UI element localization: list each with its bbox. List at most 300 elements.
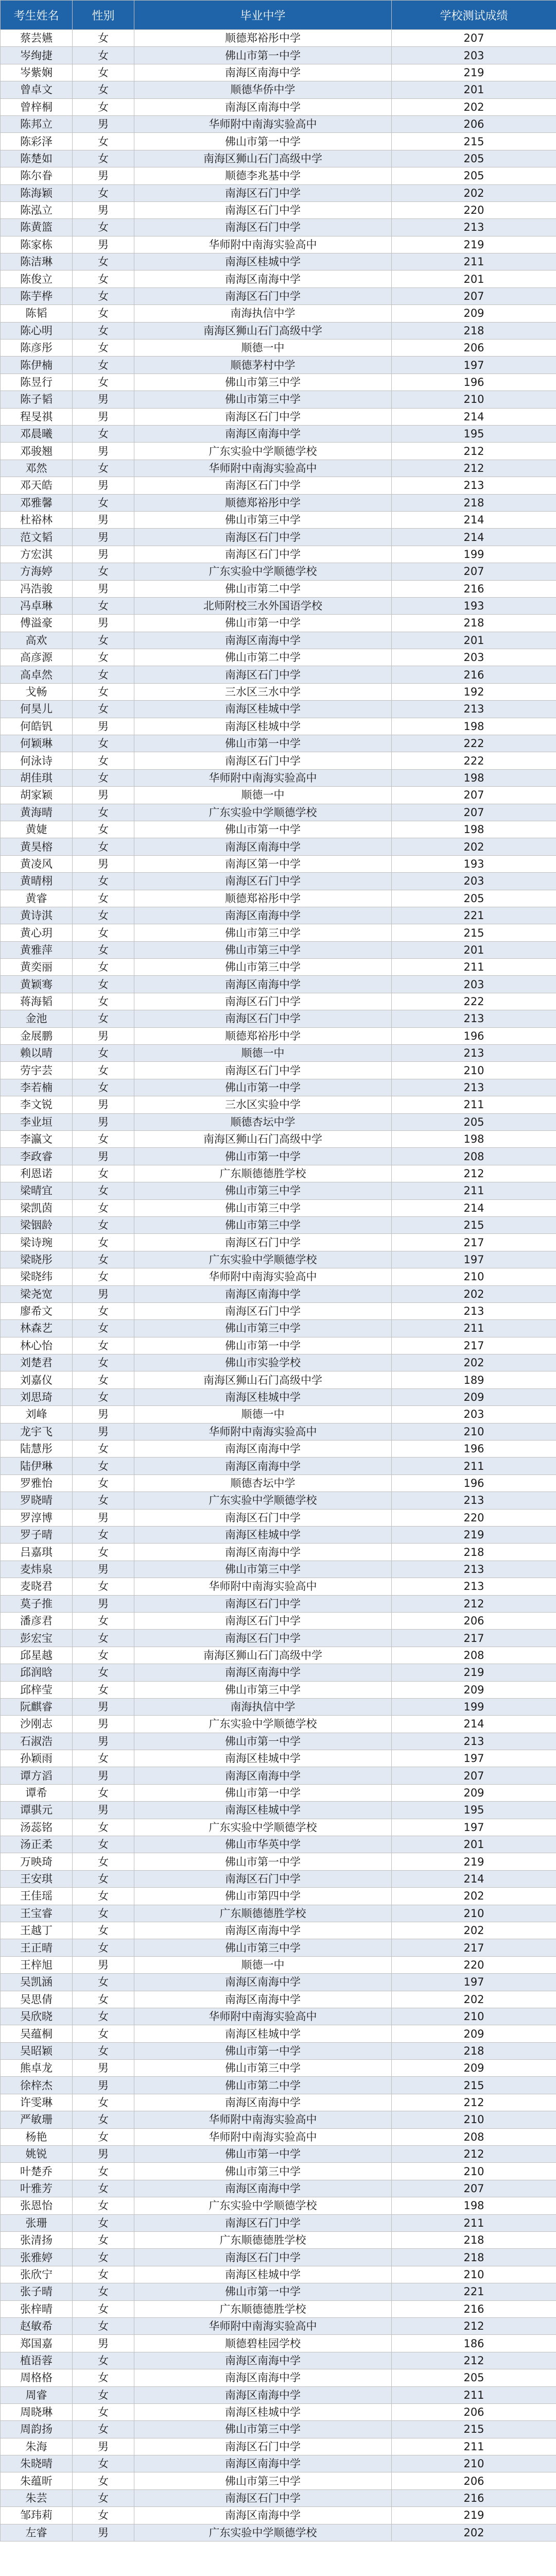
score-cell: 206 <box>392 115 556 132</box>
table-row <box>1 1630 556 1647</box>
gender-cell: 男 <box>73 1595 134 1612</box>
school-cell: 南海区石门中学 <box>134 993 392 1010</box>
school-cell: 佛山市第一中学 <box>134 615 392 632</box>
gender-cell: 女 <box>73 683 134 700</box>
gender-cell: 男 <box>73 115 134 132</box>
score-cell: 214 <box>392 529 556 546</box>
student-name-cell: 陈俊立 <box>1 270 73 287</box>
gender-cell: 女 <box>73 838 134 855</box>
gender-cell: 女 <box>73 769 134 786</box>
gender-cell: 女 <box>73 219 134 236</box>
school-cell: 三水区实验中学 <box>134 1096 392 1113</box>
score-cell: 212 <box>392 2146 556 2163</box>
score-cell: 217 <box>392 1234 556 1251</box>
score-cell: 215 <box>392 133 556 150</box>
table-row <box>1 907 556 924</box>
table-row <box>1 1079 556 1096</box>
table-row <box>1 1458 556 1475</box>
table-row <box>1 683 556 700</box>
gender-cell: 女 <box>73 1268 134 1285</box>
student-name-cell: 莫子推 <box>1 1595 73 1612</box>
gender-cell: 女 <box>73 649 134 666</box>
school-cell: 南海区狮山石门高级中学 <box>134 1647 392 1664</box>
student-name-cell: 高卓然 <box>1 666 73 683</box>
table-row <box>1 150 556 167</box>
gender-cell: 女 <box>73 2317 134 2334</box>
table-row <box>1 1922 556 1939</box>
school-cell: 佛山市第三中学 <box>134 511 392 528</box>
score-cell: 219 <box>392 1664 556 1681</box>
school-cell: 佛山市第二中学 <box>134 649 392 666</box>
score-cell: 219 <box>392 1526 556 1543</box>
student-name-cell: 陆慧彤 <box>1 1440 73 1458</box>
student-name-cell: 邓雅馨 <box>1 494 73 511</box>
school-cell: 南海区石门中学 <box>134 1302 392 1319</box>
student-name-cell: 岑绚捷 <box>1 47 73 64</box>
student-name-cell: 王梓旭 <box>1 1956 73 1973</box>
score-cell: 196 <box>392 374 556 391</box>
school-cell: 佛山市第三中学 <box>134 2163 392 2180</box>
student-name-cell: 张子晴 <box>1 2283 73 2300</box>
table-row <box>1 236 556 253</box>
gender-cell: 女 <box>73 1475 134 1492</box>
gender-cell: 女 <box>73 2111 134 2128</box>
school-cell: 南海区南海中学 <box>134 632 392 649</box>
score-cell: 210 <box>392 2008 556 2025</box>
gender-cell: 女 <box>73 993 134 1010</box>
gender-cell: 男 <box>73 1423 134 1440</box>
student-name-cell: 邹玮莉 <box>1 2507 73 2524</box>
table-header-row <box>1 1 556 30</box>
school-cell: 南海区石门中学 <box>134 1010 392 1027</box>
student-name-cell: 陈伊楠 <box>1 357 73 374</box>
school-cell: 南海区南海中学 <box>134 2352 392 2369</box>
table-row <box>1 1561 556 1578</box>
score-cell: 220 <box>392 201 556 218</box>
score-cell: 211 <box>392 2386 556 2403</box>
gender-cell: 男 <box>73 443 134 460</box>
score-cell: 218 <box>392 2042 556 2059</box>
score-cell: 199 <box>392 1698 556 1715</box>
table-row <box>1 1664 556 1681</box>
table-row <box>1 1716 556 1733</box>
gender-cell: 女 <box>73 1544 134 1561</box>
school-cell: 佛山市第一中学 <box>134 1337 392 1354</box>
student-name-cell: 汤正柔 <box>1 1836 73 1853</box>
score-cell: 201 <box>392 270 556 287</box>
score-cell: 205 <box>392 150 556 167</box>
table-row <box>1 115 556 132</box>
school-cell: 顺德一中 <box>134 1406 392 1423</box>
student-name-cell: 万映琦 <box>1 1853 73 1870</box>
table-row <box>1 322 556 339</box>
gender-cell: 男 <box>73 1561 134 1578</box>
score-cell: 215 <box>392 1216 556 1233</box>
table-body <box>1 30 556 2541</box>
score-cell: 216 <box>392 2300 556 2317</box>
school-cell: 南海区石门中学 <box>134 477 392 494</box>
table-row <box>1 1939 556 1956</box>
table-row <box>1 2077 556 2094</box>
table-row <box>1 2524 556 2541</box>
table-row <box>1 340 556 357</box>
school-cell: 佛山市第三中学 <box>134 2060 392 2077</box>
student-name-cell: 张清扬 <box>1 2232 73 2249</box>
gender-cell: 女 <box>73 1234 134 1251</box>
score-cell: 219 <box>392 236 556 253</box>
score-cell: 219 <box>392 1853 556 1870</box>
score-cell: 215 <box>392 2421 556 2438</box>
school-cell: 佛山市第二中学 <box>134 580 392 597</box>
school-cell: 佛山市第一中学 <box>134 47 392 64</box>
gender-cell: 女 <box>73 30 134 47</box>
gender-cell: 女 <box>73 2025 134 2042</box>
student-name-cell: 谭骐元 <box>1 1802 73 1819</box>
student-name-cell: 吴思倩 <box>1 1991 73 2008</box>
student-name-cell: 曾梓桐 <box>1 98 73 115</box>
student-name-cell: 邱梓莹 <box>1 1681 73 1698</box>
table-row <box>1 408 556 425</box>
school-cell: 南海区石门中学 <box>134 1870 392 1887</box>
gender-cell: 女 <box>73 563 134 580</box>
student-name-cell: 陈洁琳 <box>1 253 73 270</box>
table-row <box>1 1148 556 1165</box>
school-cell: 华师附中南海实验高中 <box>134 2008 392 2025</box>
table-row <box>1 1113 556 1130</box>
student-name-cell: 汤蕊铭 <box>1 1819 73 1836</box>
student-name-cell: 黄晴栩 <box>1 873 73 890</box>
gender-cell: 男 <box>73 1716 134 1733</box>
table-row <box>1 30 556 47</box>
student-name-cell: 岑紫娴 <box>1 64 73 81</box>
school-cell: 南海区狮山石门高级中学 <box>134 150 392 167</box>
score-cell: 216 <box>392 666 556 683</box>
gender-cell: 女 <box>73 47 134 64</box>
school-cell: 佛山市第三中学 <box>134 1320 392 1337</box>
gender-cell: 女 <box>73 821 134 838</box>
school-cell: 佛山市第三中学 <box>134 1561 392 1578</box>
table-row <box>1 1182 556 1199</box>
school-cell: 南海区石门中学 <box>134 184 392 201</box>
table-row <box>1 752 556 769</box>
gender-cell: 男 <box>73 1698 134 1715</box>
school-cell: 南海区南海中学 <box>134 1991 392 2008</box>
table-row <box>1 2214 556 2231</box>
gender-cell: 女 <box>73 735 134 752</box>
score-cell: 212 <box>392 2352 556 2369</box>
gender-cell: 男 <box>73 2524 134 2541</box>
student-name-cell: 林森艺 <box>1 1320 73 1337</box>
table-row <box>1 1131 556 1148</box>
school-cell: 顺德李兆基中学 <box>134 167 392 184</box>
table-row <box>1 1647 556 1664</box>
gender-cell: 女 <box>73 752 134 769</box>
gender-cell: 男 <box>73 580 134 597</box>
table-row <box>1 1062 556 1079</box>
score-cell: 210 <box>392 391 556 408</box>
gender-cell: 女 <box>73 1974 134 1991</box>
gender-cell: 女 <box>73 1939 134 1956</box>
school-cell: 佛山市第三中学 <box>134 959 392 976</box>
table-row <box>1 735 556 752</box>
score-cell: 207 <box>392 787 556 804</box>
score-cell: 209 <box>392 1681 556 1698</box>
student-name-cell: 黄奕丽 <box>1 959 73 976</box>
gender-cell: 男 <box>73 1027 134 1044</box>
table-row <box>1 1991 556 2008</box>
gender-cell: 女 <box>73 460 134 477</box>
score-cell: 201 <box>392 81 556 98</box>
table-row <box>1 2421 556 2438</box>
gender-cell: 女 <box>73 1079 134 1096</box>
table-row <box>1 1767 556 1784</box>
score-cell: 213 <box>392 477 556 494</box>
table-row <box>1 98 556 115</box>
table-row <box>1 2042 556 2059</box>
student-name-cell: 劳宇芸 <box>1 1062 73 1079</box>
school-cell: 广东实验中学顺德学校 <box>134 2524 392 2541</box>
gender-cell: 女 <box>73 2489 134 2506</box>
score-cell: 205 <box>392 890 556 907</box>
table-row <box>1 1199 556 1216</box>
student-name-cell: 廖希文 <box>1 1302 73 1319</box>
school-cell: 南海区南海中学 <box>134 1974 392 1991</box>
school-cell: 佛山市第一中学 <box>134 1148 392 1165</box>
gender-cell: 女 <box>73 287 134 304</box>
gender-cell: 男 <box>73 787 134 804</box>
table-row <box>1 1956 556 1973</box>
score-cell: 211 <box>392 1320 556 1337</box>
school-cell: 佛山市第三中学 <box>134 1939 392 1956</box>
school-cell: 南海区石门中学 <box>134 752 392 769</box>
student-name-cell: 王佳瑶 <box>1 1888 73 1905</box>
school-cell: 南海区南海中学 <box>134 1440 392 1458</box>
table-row <box>1 1475 556 1492</box>
score-cell: 212 <box>392 2094 556 2111</box>
school-cell: 南海区南海中学 <box>134 2180 392 2197</box>
score-cell: 198 <box>392 2197 556 2214</box>
student-name-cell: 朱晓晴 <box>1 2455 73 2472</box>
school-cell: 南海区石门中学 <box>134 1062 392 1079</box>
student-name-cell: 曾卓文 <box>1 81 73 98</box>
student-name-cell: 左睿 <box>1 2524 73 2541</box>
gender-cell: 男 <box>73 2335 134 2352</box>
student-name-cell: 谭希 <box>1 1784 73 1801</box>
table-row <box>1 443 556 460</box>
score-cell: 196 <box>392 1475 556 1492</box>
school-cell: 南海区南海中学 <box>134 907 392 924</box>
gender-cell: 女 <box>73 270 134 287</box>
table-row <box>1 1578 556 1595</box>
table-row <box>1 1698 556 1715</box>
gender-cell: 男 <box>73 477 134 494</box>
school-cell: 南海区石门中学 <box>134 529 392 546</box>
school-cell: 南海区南海中学 <box>134 838 392 855</box>
student-name-cell: 陈邦立 <box>1 115 73 132</box>
student-name-cell: 朱蕴昕 <box>1 2472 73 2489</box>
table-row <box>1 2386 556 2403</box>
score-cell: 195 <box>392 425 556 442</box>
score-cell: 189 <box>392 1371 556 1388</box>
student-name-cell: 蔡芸嬿 <box>1 30 73 47</box>
student-name-cell: 高彦源 <box>1 649 73 666</box>
school-cell: 佛山市第四中学 <box>134 1888 392 1905</box>
gender-cell: 女 <box>73 1819 134 1836</box>
school-cell: 佛山市第一中学 <box>134 133 392 150</box>
score-cell: 214 <box>392 1199 556 1216</box>
student-name-cell: 梁凯茵 <box>1 1199 73 1216</box>
gender-cell: 女 <box>73 2472 134 2489</box>
score-cell: 203 <box>392 1406 556 1423</box>
score-cell: 192 <box>392 683 556 700</box>
student-name-cell: 李若楠 <box>1 1079 73 1096</box>
student-name-cell: 黄诗淇 <box>1 907 73 924</box>
score-cell: 218 <box>392 2232 556 2249</box>
gender-cell: 女 <box>73 804 134 821</box>
table-row <box>1 563 556 580</box>
score-cell: 213 <box>392 1045 556 1062</box>
student-name-cell: 石淑浩 <box>1 1733 73 1750</box>
score-cell: 196 <box>392 1440 556 1458</box>
student-name-cell: 黄昊榕 <box>1 838 73 855</box>
school-cell: 南海区桂城中学 <box>134 1802 392 1819</box>
gender-cell: 女 <box>73 1371 134 1388</box>
score-cell: 216 <box>392 580 556 597</box>
table-row <box>1 1165 556 1182</box>
table-row <box>1 2128 556 2145</box>
score-cell: 202 <box>392 184 556 201</box>
school-cell: 广东顺德德胜学校 <box>134 1165 392 1182</box>
gender-cell: 女 <box>73 941 134 958</box>
table-row <box>1 787 556 804</box>
gender-cell: 男 <box>73 201 134 218</box>
school-cell: 佛山市第一中学 <box>134 1079 392 1096</box>
school-cell: 佛山市第三中学 <box>134 1216 392 1233</box>
student-name-cell: 陈彩泽 <box>1 133 73 150</box>
student-name-cell: 杨艳 <box>1 2128 73 2145</box>
table-row <box>1 1492 556 1509</box>
student-name-cell: 吴昭颖 <box>1 2042 73 2059</box>
gender-cell: 男 <box>73 1285 134 1302</box>
table-row <box>1 1045 556 1062</box>
gender-cell: 男 <box>73 718 134 735</box>
student-name-cell: 傅溢豪 <box>1 615 73 632</box>
score-cell: 211 <box>392 253 556 270</box>
table-row <box>1 1285 556 1302</box>
school-cell: 佛山市第二中学 <box>134 2077 392 2094</box>
score-cell: 198 <box>392 821 556 838</box>
score-cell: 211 <box>392 1096 556 1113</box>
score-cell: 210 <box>392 1905 556 1922</box>
gender-cell: 男 <box>73 2146 134 2163</box>
table-row <box>1 219 556 236</box>
student-name-cell: 陈海颖 <box>1 184 73 201</box>
school-cell: 南海执信中学 <box>134 1698 392 1715</box>
score-cell: 193 <box>392 597 556 614</box>
student-name-cell: 冯浩骏 <box>1 580 73 597</box>
table-row <box>1 529 556 546</box>
score-cell: 198 <box>392 769 556 786</box>
student-name-cell: 陈芋桦 <box>1 287 73 304</box>
school-cell: 南海区石门中学 <box>134 2438 392 2455</box>
score-cell: 213 <box>392 1733 556 1750</box>
gender-cell: 女 <box>73 2249 134 2266</box>
student-name-cell: 陈心明 <box>1 322 73 339</box>
table-row <box>1 1784 556 1801</box>
school-cell: 南海区桂城中学 <box>134 1526 392 1543</box>
gender-cell: 女 <box>73 2266 134 2283</box>
score-cell: 212 <box>392 1595 556 1612</box>
school-cell: 南海区南海中学 <box>134 2455 392 2472</box>
school-cell: 佛山市第三中学 <box>134 1681 392 1698</box>
score-cell: 197 <box>392 1251 556 1268</box>
table-row <box>1 615 556 632</box>
student-name-cell: 陈家栋 <box>1 236 73 253</box>
score-cell: 207 <box>392 2180 556 2197</box>
table-row <box>1 1216 556 1233</box>
school-cell: 佛山市第三中学 <box>134 374 392 391</box>
table-row <box>1 2403 556 2420</box>
gender-cell: 女 <box>73 1337 134 1354</box>
school-cell: 南海区南海中学 <box>134 2369 392 2386</box>
gender-cell: 男 <box>73 511 134 528</box>
score-cell: 211 <box>392 1458 556 1475</box>
school-cell: 华师附中南海实验高中 <box>134 1578 392 1595</box>
student-name-cell: 赵敏希 <box>1 2317 73 2334</box>
gender-cell: 女 <box>73 1681 134 1698</box>
table-row <box>1 2369 556 2386</box>
gender-cell: 女 <box>73 253 134 270</box>
score-cell: 214 <box>392 511 556 528</box>
table-row <box>1 1440 556 1458</box>
table-row <box>1 1853 556 1870</box>
student-name-cell: 黄雅萍 <box>1 941 73 958</box>
score-cell: 208 <box>392 2128 556 2145</box>
student-name-cell: 陈楚如 <box>1 150 73 167</box>
score-cell: 202 <box>392 838 556 855</box>
school-cell: 佛山市华英中学 <box>134 1836 392 1853</box>
table-row <box>1 357 556 374</box>
gender-cell: 男 <box>73 546 134 563</box>
student-name-cell: 周晓琳 <box>1 2403 73 2420</box>
gender-cell: 女 <box>73 1458 134 1475</box>
student-name-cell: 周格格 <box>1 2369 73 2386</box>
school-cell: 佛山市实验学校 <box>134 1354 392 1371</box>
student-name-cell: 龙宇飞 <box>1 1423 73 1440</box>
table-row <box>1 1681 556 1698</box>
student-name-cell: 范文韬 <box>1 529 73 546</box>
score-cell: 206 <box>392 340 556 357</box>
school-cell: 三水区三水中学 <box>134 683 392 700</box>
score-cell: 214 <box>392 1870 556 1887</box>
school-cell: 佛山市第三中学 <box>134 1199 392 1216</box>
student-name-cell: 胡佳琪 <box>1 769 73 786</box>
table-row <box>1 632 556 649</box>
school-cell: 南海区南海中学 <box>134 1285 392 1302</box>
gender-cell: 女 <box>73 2352 134 2369</box>
table-row <box>1 1010 556 1027</box>
table-row <box>1 494 556 511</box>
gender-cell: 女 <box>73 1354 134 1371</box>
student-name-cell: 朱芸 <box>1 2489 73 2506</box>
school-cell: 南海区南海中学 <box>134 1544 392 1561</box>
score-cell: 218 <box>392 615 556 632</box>
school-cell: 南海区石门中学 <box>134 666 392 683</box>
school-cell: 南海区石门中学 <box>134 1612 392 1629</box>
student-name-cell: 周睿 <box>1 2386 73 2403</box>
student-name-cell: 梁晓纬 <box>1 1268 73 1285</box>
gender-cell: 女 <box>73 2455 134 2472</box>
